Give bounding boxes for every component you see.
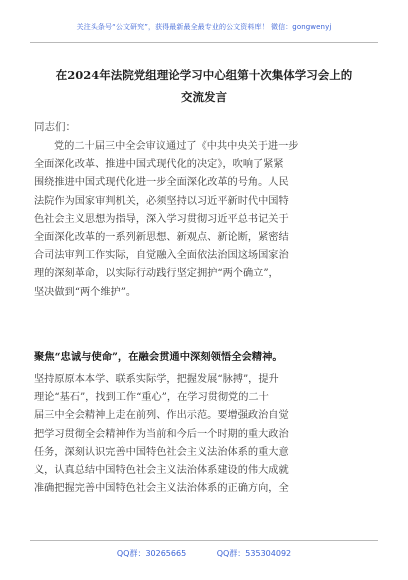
- section-heading: 聚焦“忠诚与使命”，在融会贯通中深刻领悟全会精神。: [34, 351, 283, 363]
- paragraph-line: 党的二十届三中全会审议通过了《中共中央关于进一步: [54, 141, 299, 152]
- paragraph-line: 全面深化改革、推进中国式现代化的决定》，吹响了紧紧: [34, 159, 284, 171]
- paragraph-line: 坚持原原本本学、联系实际学，把握发展“脉搏”，提升: [34, 374, 279, 385]
- header-divider: [30, 42, 378, 43]
- paragraph-line: 全面深化改革的一系列新思想、新观点、新论断，紧密结: [34, 231, 289, 243]
- paragraph-line: 任务，深刻认识完善中国特色社会主义法治体系的重大意: [34, 446, 289, 458]
- greeting: 同志们：: [34, 121, 76, 133]
- footer-divider: [30, 540, 378, 541]
- paragraph-line: 色社会主义思想为指导，深入学习贯彻习近平总书记关于: [34, 213, 289, 225]
- paragraph-line: 义，认真总结中国特色社会主义法治体系建设的伟大成就: [34, 464, 289, 476]
- paragraph-line: 理的深刻革命，以实际行动践行坚定拥护“两个确立”，: [34, 268, 279, 280]
- paragraph-line: 把学习贯彻全会精神作为当前和今后一个时期的重大政治: [34, 428, 289, 440]
- footer: [0, 548, 408, 559]
- paragraph-1: [34, 138, 372, 302]
- paragraph-line: 理论“基石”，找到工作“重心”，在学习贯彻党的二十: [34, 392, 269, 404]
- paragraph-line: 准确把握完善中国特色社会主义法治体系的正确方向，全: [34, 483, 289, 495]
- footer-qq-group-1: QQ群：30265665: [116, 549, 187, 558]
- document-title-line2: 交流发言: [181, 90, 227, 104]
- footer-qq-group-2: QQ群：535304092: [216, 549, 292, 558]
- paragraph-line: 围绕推进中国式现代化进一步全面深化改革的号角。人民: [34, 177, 289, 189]
- header-note: 关注头条号“公文研究”，获得最新最全最专业的公文资料库！ 微信：gongwenyj: [76, 23, 332, 31]
- paragraph-line: 合司法审判工作实际，自觉融入全面依法治国这场国家治: [34, 250, 289, 262]
- paragraph-line: 届三中全会精神上走在前列、作出示范。要增强政治自觉: [34, 410, 289, 422]
- document-title-line1: 在2024年法院党组理论学习中心组第十次集体学习会上的: [55, 68, 353, 82]
- paragraph-line: 坚决做到“两个维护”。: [34, 286, 137, 298]
- paragraph-line: 法院作为国家审判机关，必须坚持以习近平新时代中国特: [34, 195, 289, 207]
- paragraph-2: [34, 371, 372, 498]
